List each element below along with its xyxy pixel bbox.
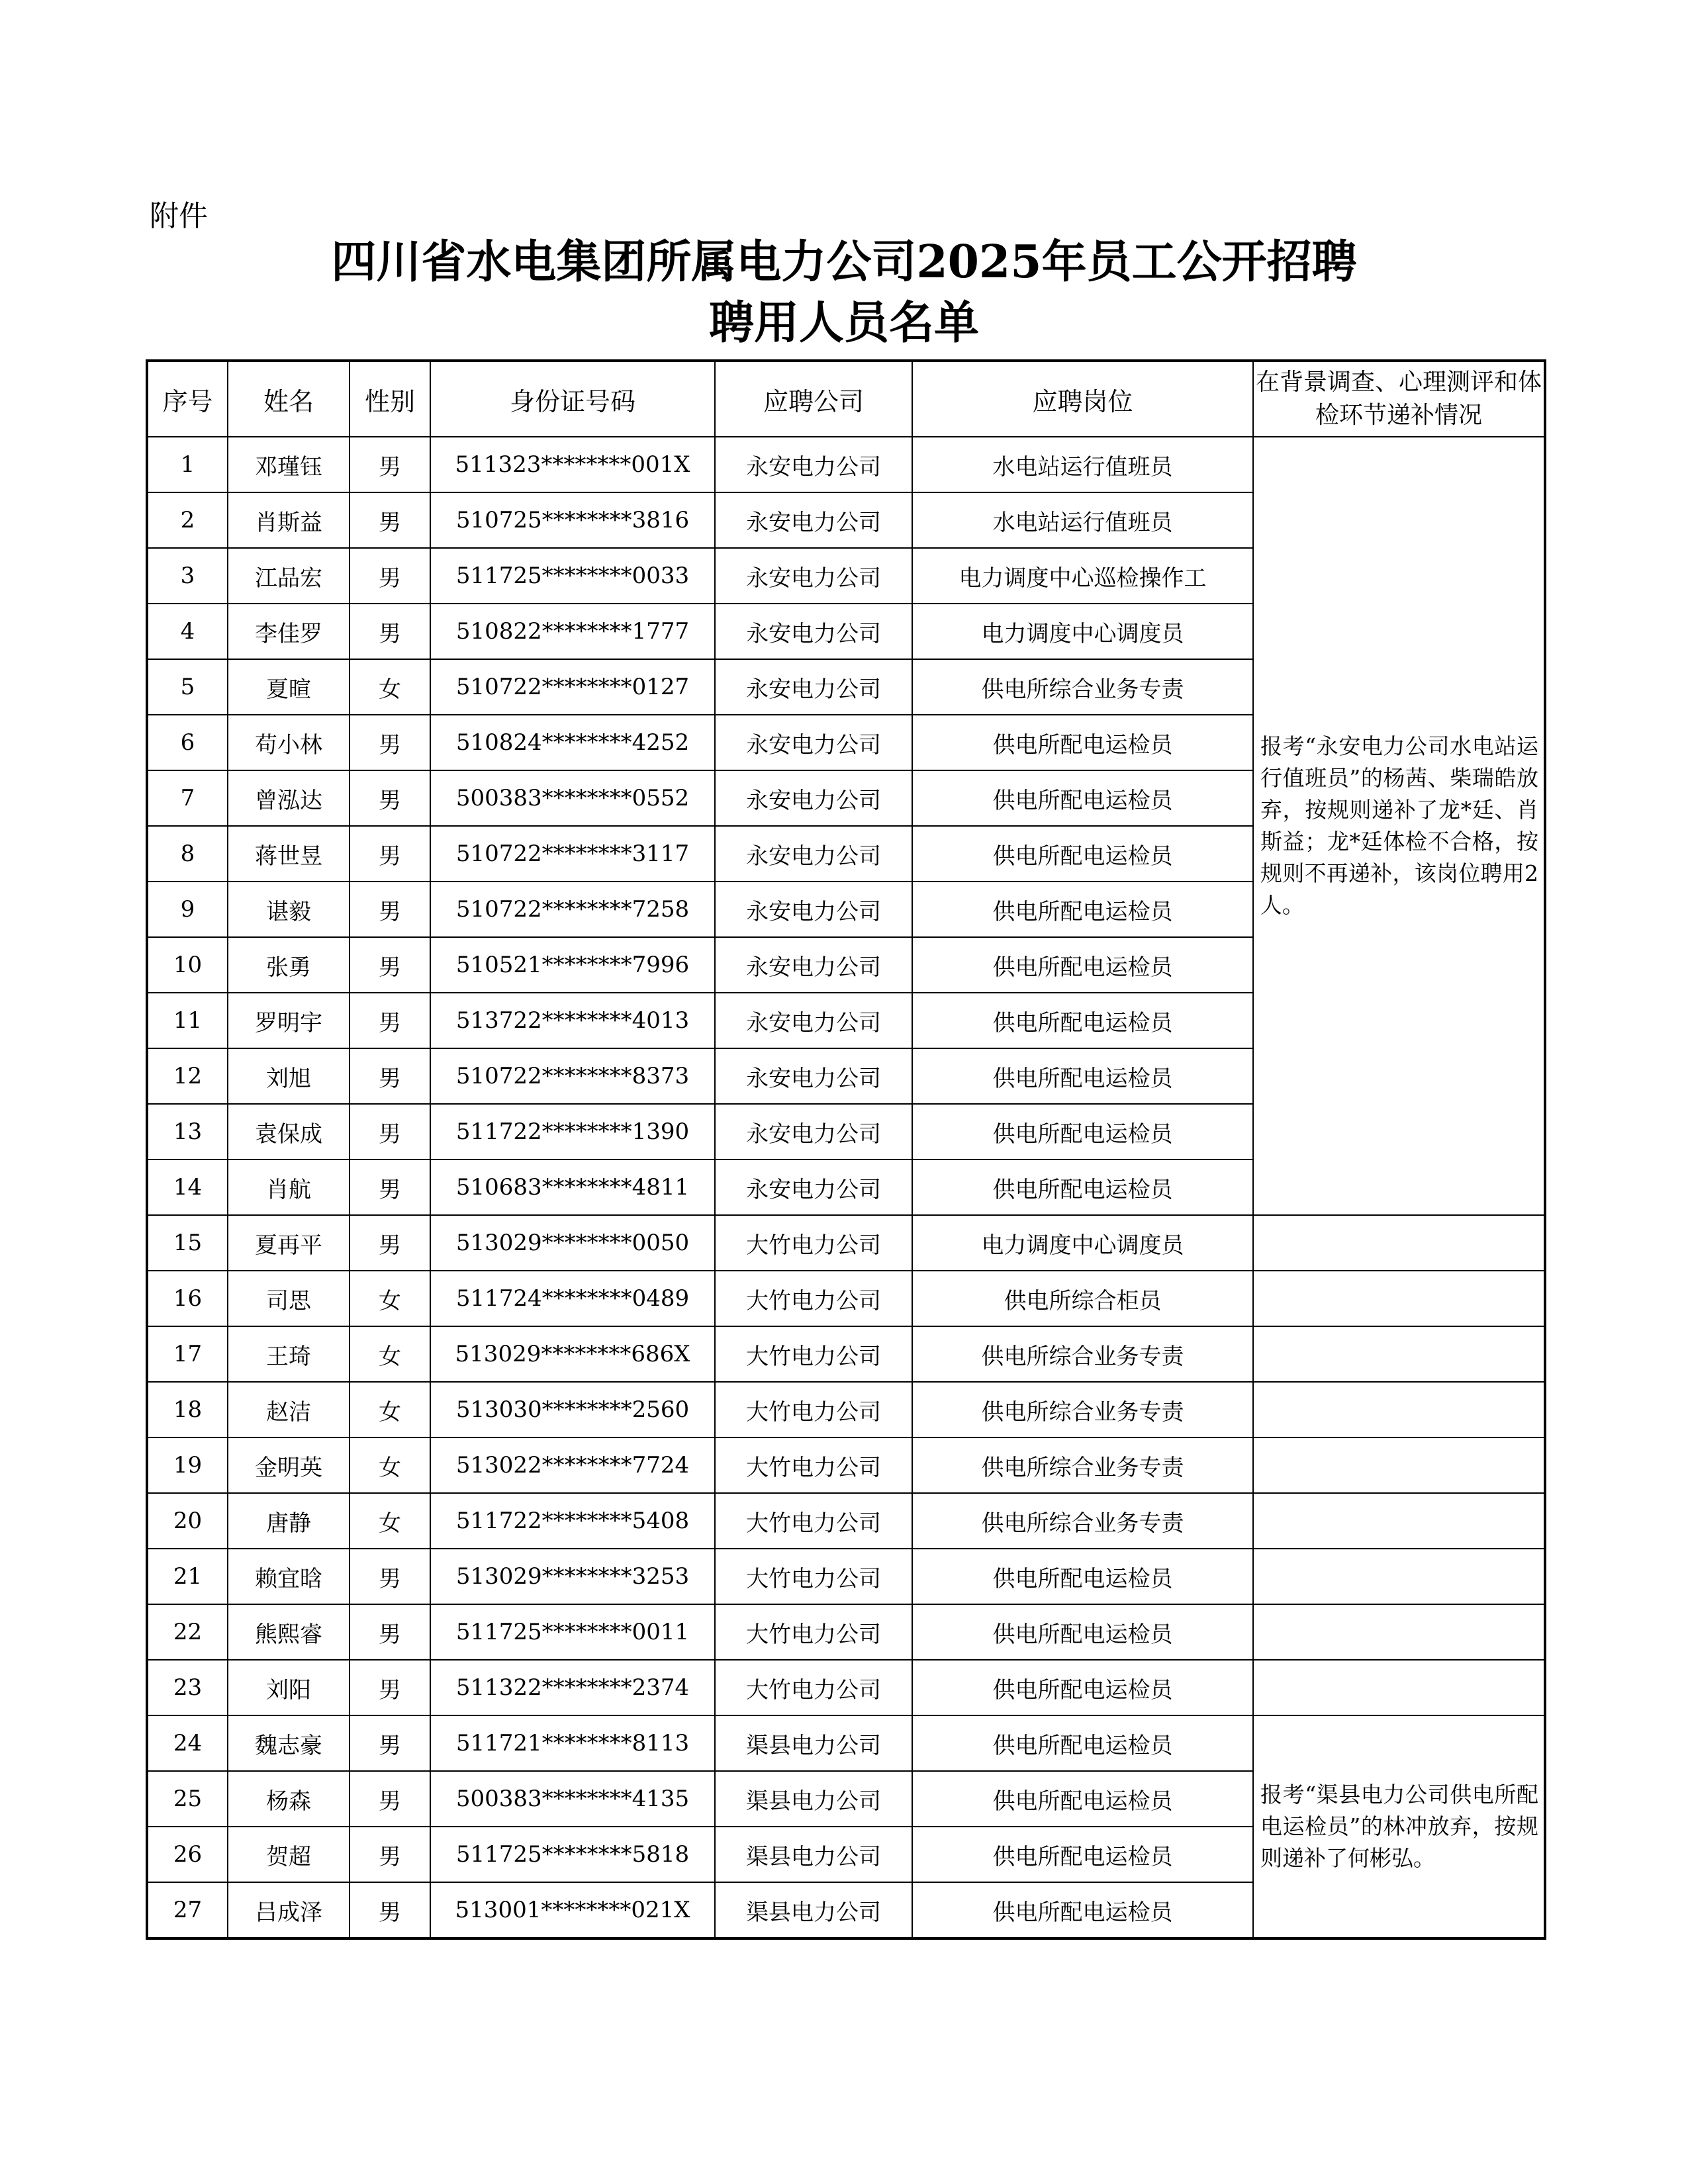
cell-name: 夏暄 bbox=[228, 659, 350, 715]
cell-gender: 男 bbox=[350, 1160, 430, 1215]
cell-index: 21 bbox=[147, 1549, 228, 1604]
header-substitution: 在背景调查、心理测评和体检环节递补情况 bbox=[1253, 361, 1545, 437]
cell-position: 供电所综合业务专责 bbox=[912, 1437, 1253, 1493]
cell-name: 杨森 bbox=[228, 1771, 350, 1827]
cell-substitution-empty bbox=[1253, 1604, 1545, 1660]
cell-index: 11 bbox=[147, 993, 228, 1048]
cell-id-number: 513722********4013 bbox=[430, 993, 715, 1048]
cell-position: 供电所配电运检员 bbox=[912, 1882, 1253, 1938]
cell-gender: 男 bbox=[350, 1660, 430, 1715]
cell-company: 大竹电力公司 bbox=[715, 1549, 912, 1604]
header-position: 应聘岗位 bbox=[912, 361, 1253, 437]
cell-gender: 男 bbox=[350, 1549, 430, 1604]
cell-gender: 男 bbox=[350, 1715, 430, 1771]
table-row bbox=[147, 1215, 1545, 1271]
cell-index: 3 bbox=[147, 548, 228, 604]
table-row bbox=[147, 1604, 1545, 1660]
cell-gender: 男 bbox=[350, 715, 430, 770]
header-index: 序号 bbox=[147, 361, 228, 437]
table-row bbox=[147, 1437, 1545, 1493]
cell-position: 供电所综合业务专责 bbox=[912, 1382, 1253, 1437]
header-company: 应聘公司 bbox=[715, 361, 912, 437]
cell-position: 供电所配电运检员 bbox=[912, 882, 1253, 937]
cell-substitution-empty bbox=[1253, 1271, 1545, 1326]
cell-id-number: 510722********3117 bbox=[430, 826, 715, 882]
cell-gender: 男 bbox=[350, 492, 430, 548]
cell-position: 供电所配电运检员 bbox=[912, 1549, 1253, 1604]
cell-name: 赵洁 bbox=[228, 1382, 350, 1437]
cell-index: 2 bbox=[147, 492, 228, 548]
cell-company: 永安电力公司 bbox=[715, 770, 912, 826]
cell-position: 供电所配电运检员 bbox=[912, 1160, 1253, 1215]
cell-id-number: 510683********4811 bbox=[430, 1160, 715, 1215]
cell-index: 23 bbox=[147, 1660, 228, 1715]
table-row bbox=[147, 1549, 1545, 1604]
cell-name: 李佳罗 bbox=[228, 604, 350, 659]
cell-name: 刘阳 bbox=[228, 1660, 350, 1715]
cell-gender: 男 bbox=[350, 770, 430, 826]
cell-company: 大竹电力公司 bbox=[715, 1215, 912, 1271]
cell-id-number: 511725********0033 bbox=[430, 548, 715, 604]
cell-id-number: 510521********7996 bbox=[430, 937, 715, 993]
cell-substitution-empty bbox=[1253, 1493, 1545, 1549]
cell-company: 渠县电力公司 bbox=[715, 1771, 912, 1827]
cell-company: 大竹电力公司 bbox=[715, 1271, 912, 1326]
cell-company: 大竹电力公司 bbox=[715, 1660, 912, 1715]
cell-name: 袁保成 bbox=[228, 1104, 350, 1160]
cell-name: 江品宏 bbox=[228, 548, 350, 604]
document-title-line2: 聘用人员名单 bbox=[708, 296, 979, 349]
cell-name: 苟小林 bbox=[228, 715, 350, 770]
cell-company: 永安电力公司 bbox=[715, 659, 912, 715]
cell-id-number: 510722********7258 bbox=[430, 882, 715, 937]
attachment-label: 附件 bbox=[150, 199, 208, 233]
cell-position: 供电所配电运检员 bbox=[912, 826, 1253, 882]
header-id-number: 身份证号码 bbox=[430, 361, 715, 437]
cell-substitution-empty bbox=[1253, 1382, 1545, 1437]
cell-gender: 男 bbox=[350, 1215, 430, 1271]
cell-id-number: 511722********1390 bbox=[430, 1104, 715, 1160]
cell-id-number: 511725********5818 bbox=[430, 1827, 715, 1882]
cell-name: 谌毅 bbox=[228, 882, 350, 937]
cell-id-number: 511724********0489 bbox=[430, 1271, 715, 1326]
cell-gender: 女 bbox=[350, 1437, 430, 1493]
cell-name: 夏再平 bbox=[228, 1215, 350, 1271]
cell-company: 永安电力公司 bbox=[715, 826, 912, 882]
cell-company: 永安电力公司 bbox=[715, 492, 912, 548]
cell-index: 14 bbox=[147, 1160, 228, 1215]
cell-gender: 女 bbox=[350, 1271, 430, 1326]
cell-position: 水电站运行值班员 bbox=[912, 437, 1253, 492]
cell-id-number: 510725********3816 bbox=[430, 492, 715, 548]
document-title-line1: 四川省水电集团所属电力公司2025年员工公开招聘 bbox=[331, 236, 1357, 289]
cell-name: 邓瑾钰 bbox=[228, 437, 350, 492]
cell-name: 肖航 bbox=[228, 1160, 350, 1215]
cell-name: 魏志豪 bbox=[228, 1715, 350, 1771]
cell-name: 肖斯益 bbox=[228, 492, 350, 548]
cell-company: 永安电力公司 bbox=[715, 604, 912, 659]
table-header-row bbox=[147, 361, 1545, 437]
cell-company: 大竹电力公司 bbox=[715, 1604, 912, 1660]
cell-index: 15 bbox=[147, 1215, 228, 1271]
cell-gender: 男 bbox=[350, 1882, 430, 1938]
cell-index: 9 bbox=[147, 882, 228, 937]
header-gender: 性别 bbox=[350, 361, 430, 437]
cell-index: 20 bbox=[147, 1493, 228, 1549]
cell-id-number: 511322********2374 bbox=[430, 1660, 715, 1715]
cell-gender: 男 bbox=[350, 604, 430, 659]
cell-name: 刘旭 bbox=[228, 1048, 350, 1104]
cell-id-number: 513022********7724 bbox=[430, 1437, 715, 1493]
cell-substitution-empty bbox=[1253, 1437, 1545, 1493]
cell-id-number: 513029********3253 bbox=[430, 1549, 715, 1604]
cell-substitution-empty bbox=[1253, 1326, 1545, 1382]
cell-name: 蒋世昱 bbox=[228, 826, 350, 882]
cell-position: 供电所配电运检员 bbox=[912, 1771, 1253, 1827]
cell-name: 熊熙睿 bbox=[228, 1604, 350, 1660]
cell-name: 张勇 bbox=[228, 937, 350, 993]
cell-id-number: 510722********8373 bbox=[430, 1048, 715, 1104]
cell-index: 22 bbox=[147, 1604, 228, 1660]
cell-index: 16 bbox=[147, 1271, 228, 1326]
cell-company: 大竹电力公司 bbox=[715, 1493, 912, 1549]
cell-gender: 女 bbox=[350, 1326, 430, 1382]
cell-substitution-empty bbox=[1253, 1549, 1545, 1604]
cell-index: 10 bbox=[147, 937, 228, 993]
cell-position: 供电所综合柜员 bbox=[912, 1271, 1253, 1326]
cell-company: 永安电力公司 bbox=[715, 1048, 912, 1104]
cell-position: 供电所配电运检员 bbox=[912, 1660, 1253, 1715]
cell-position: 供电所综合业务专责 bbox=[912, 1326, 1253, 1382]
cell-company: 大竹电力公司 bbox=[715, 1382, 912, 1437]
cell-index: 18 bbox=[147, 1382, 228, 1437]
cell-company: 大竹电力公司 bbox=[715, 1437, 912, 1493]
cell-id-number: 500383********0552 bbox=[430, 770, 715, 826]
cell-position: 供电所配电运检员 bbox=[912, 993, 1253, 1048]
cell-gender: 男 bbox=[350, 882, 430, 937]
cell-position: 供电所配电运检员 bbox=[912, 770, 1253, 826]
cell-position: 供电所配电运检员 bbox=[912, 1827, 1253, 1882]
cell-id-number: 511721********8113 bbox=[430, 1715, 715, 1771]
cell-position: 供电所配电运检员 bbox=[912, 937, 1253, 993]
cell-index: 12 bbox=[147, 1048, 228, 1104]
cell-name: 罗明宇 bbox=[228, 993, 350, 1048]
cell-id-number: 511722********5408 bbox=[430, 1493, 715, 1549]
cell-index: 17 bbox=[147, 1326, 228, 1382]
cell-position: 电力调度中心调度员 bbox=[912, 604, 1253, 659]
cell-company: 渠县电力公司 bbox=[715, 1715, 912, 1771]
cell-company: 永安电力公司 bbox=[715, 1104, 912, 1160]
cell-id-number: 511323********001X bbox=[430, 437, 715, 492]
cell-id-number: 510722********0127 bbox=[430, 659, 715, 715]
cell-company: 永安电力公司 bbox=[715, 993, 912, 1048]
cell-position: 供电所综合业务专责 bbox=[912, 1493, 1253, 1549]
cell-gender: 男 bbox=[350, 548, 430, 604]
cell-gender: 男 bbox=[350, 1048, 430, 1104]
cell-index: 5 bbox=[147, 659, 228, 715]
table-row bbox=[147, 1493, 1545, 1549]
cell-company: 大竹电力公司 bbox=[715, 1326, 912, 1382]
cell-name: 王琦 bbox=[228, 1326, 350, 1382]
cell-id-number: 513001********021X bbox=[430, 1882, 715, 1938]
hiring-list-table bbox=[146, 359, 1546, 1940]
cell-position: 电力调度中心调度员 bbox=[912, 1215, 1253, 1271]
cell-name: 金明英 bbox=[228, 1437, 350, 1493]
cell-id-number: 513029********686X bbox=[430, 1326, 715, 1382]
cell-index: 8 bbox=[147, 826, 228, 882]
cell-id-number: 511725********0011 bbox=[430, 1604, 715, 1660]
cell-gender: 男 bbox=[350, 1827, 430, 1882]
cell-id-number: 500383********4135 bbox=[430, 1771, 715, 1827]
cell-position: 供电所配电运检员 bbox=[912, 1104, 1253, 1160]
cell-gender: 男 bbox=[350, 1771, 430, 1827]
cell-id-number: 510824********4252 bbox=[430, 715, 715, 770]
cell-company: 永安电力公司 bbox=[715, 715, 912, 770]
cell-substitution-empty bbox=[1253, 1660, 1545, 1715]
cell-position: 供电所综合业务专责 bbox=[912, 659, 1253, 715]
cell-name: 司思 bbox=[228, 1271, 350, 1326]
cell-gender: 男 bbox=[350, 1104, 430, 1160]
cell-gender: 女 bbox=[350, 659, 430, 715]
cell-id-number: 510822********1777 bbox=[430, 604, 715, 659]
cell-index: 19 bbox=[147, 1437, 228, 1493]
header-name: 姓名 bbox=[228, 361, 350, 437]
cell-company: 永安电力公司 bbox=[715, 548, 912, 604]
cell-position: 水电站运行值班员 bbox=[912, 492, 1253, 548]
cell-position: 供电所配电运检员 bbox=[912, 1604, 1253, 1660]
cell-company: 永安电力公司 bbox=[715, 937, 912, 993]
cell-index: 6 bbox=[147, 715, 228, 770]
cell-id-number: 513029********0050 bbox=[430, 1215, 715, 1271]
table-row bbox=[147, 1382, 1545, 1437]
cell-gender: 女 bbox=[350, 1382, 430, 1437]
cell-gender: 男 bbox=[350, 826, 430, 882]
cell-id-number: 513030********2560 bbox=[430, 1382, 715, 1437]
cell-name: 赖宜晗 bbox=[228, 1549, 350, 1604]
table-row bbox=[147, 1660, 1545, 1715]
cell-gender: 男 bbox=[350, 1604, 430, 1660]
cell-index: 25 bbox=[147, 1771, 228, 1827]
cell-name: 吕成泽 bbox=[228, 1882, 350, 1938]
cell-name: 贺超 bbox=[228, 1827, 350, 1882]
table-row bbox=[147, 437, 1545, 492]
cell-index: 7 bbox=[147, 770, 228, 826]
cell-position: 供电所配电运检员 bbox=[912, 1715, 1253, 1771]
remark-quxian: 报考“渠县电力公司供电所配电运检员”的林冲放弃，按规则递补了何彬弘。 bbox=[1253, 1715, 1545, 1938]
cell-company: 永安电力公司 bbox=[715, 437, 912, 492]
cell-name: 唐静 bbox=[228, 1493, 350, 1549]
cell-index: 13 bbox=[147, 1104, 228, 1160]
cell-position: 供电所配电运检员 bbox=[912, 715, 1253, 770]
cell-name: 曾泓达 bbox=[228, 770, 350, 826]
cell-index: 4 bbox=[147, 604, 228, 659]
cell-company: 渠县电力公司 bbox=[715, 1827, 912, 1882]
remark-yongan: 报考“永安电力公司水电站运行值班员”的杨茜、柴瑞皓放弃，按规则递补了龙*廷、肖斯益；龙*廷体检不合格，按规则不再递补，该岗位聘用2人。 bbox=[1253, 437, 1545, 1215]
table-row bbox=[147, 1271, 1545, 1326]
cell-index: 26 bbox=[147, 1827, 228, 1882]
cell-gender: 女 bbox=[350, 1493, 430, 1549]
cell-company: 永安电力公司 bbox=[715, 882, 912, 937]
cell-substitution-empty bbox=[1253, 1215, 1545, 1271]
cell-index: 1 bbox=[147, 437, 228, 492]
table-row bbox=[147, 1326, 1545, 1382]
cell-company: 渠县电力公司 bbox=[715, 1882, 912, 1938]
cell-position: 电力调度中心巡检操作工 bbox=[912, 548, 1253, 604]
cell-gender: 男 bbox=[350, 993, 430, 1048]
cell-position: 供电所配电运检员 bbox=[912, 1048, 1253, 1104]
cell-gender: 男 bbox=[350, 937, 430, 993]
cell-company: 永安电力公司 bbox=[715, 1160, 912, 1215]
cell-index: 27 bbox=[147, 1882, 228, 1938]
table-row bbox=[147, 1715, 1545, 1771]
cell-index: 24 bbox=[147, 1715, 228, 1771]
table-body bbox=[147, 437, 1545, 1938]
cell-gender: 男 bbox=[350, 437, 430, 492]
